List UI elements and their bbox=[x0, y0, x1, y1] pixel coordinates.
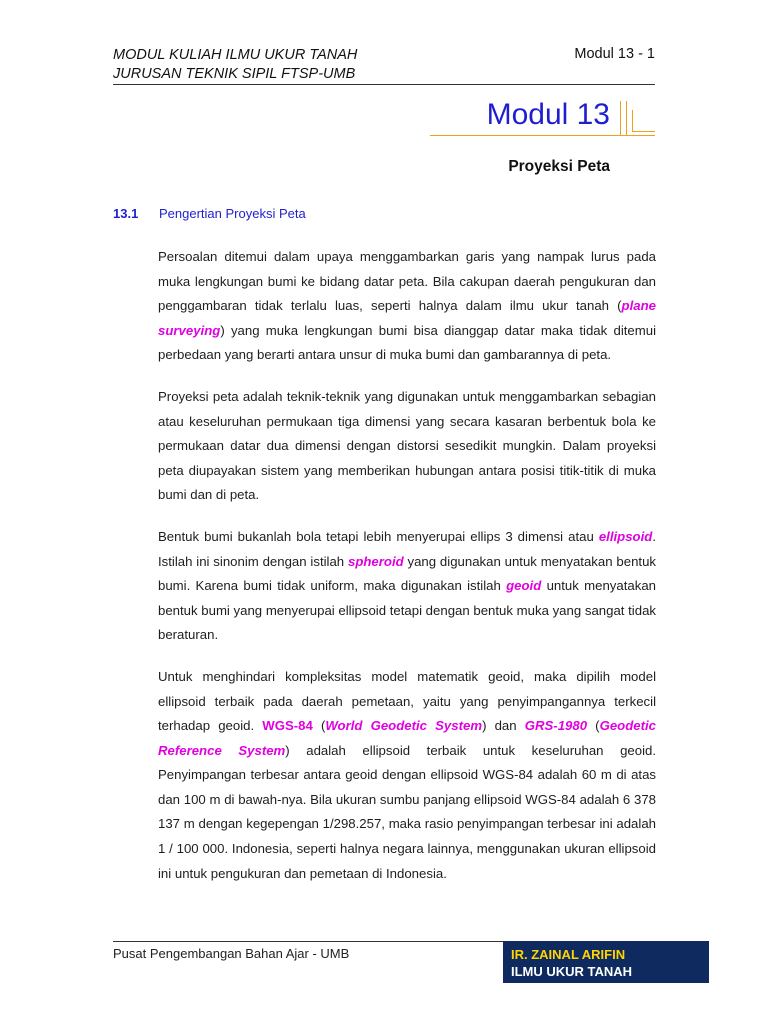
module-title: Modul 13 bbox=[486, 98, 610, 131]
paragraph: Proyeksi peta adalah teknik-teknik yang digunakan untuk menggambarkan sebagian atau keseluruhan permukaan tiga dimensi yang secara kasaran berbentuk bola ke permukaan datar dua dimensi dengan distorsi sesedikit mungkin. Dalam proyeksi peta diupayakan sistem yang memberikan hubungan antara posisi titik-titik di muka bumi dan di peta. bbox=[158, 388, 656, 503]
text-run: untuk menyatakan bentuk bumi yang menyerupai ellipsoid tetapi dengan bentuk muka yang sangat tidak beraturan. bbox=[158, 578, 656, 643]
header-divider bbox=[113, 84, 655, 85]
title-ornament-bar bbox=[626, 101, 627, 135]
title-ornament-corner bbox=[632, 110, 655, 132]
text-run: ) yang muka lengkungan bumi bisa dianggap datar maka tidak ditemui perbedaan yang berarti antara unsur di muka bumi dan gambarannya di peta. bbox=[158, 322, 656, 363]
term-wgs84: WGS-84 bbox=[262, 718, 313, 734]
term-ellipsoid: ellipsoid bbox=[598, 528, 653, 544]
text-run: ) adalah ellipsoid terbaik untuk keseluruhan geoid. Penyimpangan terbesar antara geoid dengan ellipsoid WGS-84 adalah 60 m di atas dan 100 m di bawah-nya. Bila ukuran sumbu panjang ellipsoid WGS-84 adalah 6 378 137 m dengan kegepengan 1/298.257, maka rasio penyimpangan terbesar ini adalah 1 / 100 000. Indonesia, seperti halnya negara lainnya, menggunakan ukuran ellipsoid ini untuk pengukuran dan pemetaan di Indonesia. bbox=[158, 742, 657, 881]
header-course-title: MODUL KULIAH ILMU UKUR TANAH bbox=[113, 47, 358, 63]
term-spheroid: spheroid bbox=[347, 553, 404, 569]
text-run: ( bbox=[587, 718, 600, 734]
header-page-label: Modul 13 - 1 bbox=[574, 46, 655, 62]
term-world-geodetic-system: World Geodetic System bbox=[325, 718, 483, 734]
section-heading bbox=[113, 206, 306, 221]
running-header bbox=[113, 46, 357, 84]
module-subtitle: Proyeksi Peta bbox=[508, 158, 610, 175]
section-number: 13.1 bbox=[113, 206, 139, 221]
footer-author-box bbox=[503, 941, 709, 983]
term-geoid: geoid bbox=[506, 578, 542, 594]
term-geodetic-reference-system: Geodetic Reference System bbox=[158, 718, 656, 758]
title-underline bbox=[430, 135, 655, 136]
section-title: Pengertian Proyeksi Peta bbox=[159, 206, 306, 221]
term-plane-surveying: plane surveying bbox=[158, 298, 656, 338]
text-run: ) dan bbox=[482, 718, 525, 734]
text-run: Untuk menghindari kompleksitas model matematik geoid, maka dipilih model ellipsoid terbaik pada daerah pemetaan, yaitu yang penyimpangannya terkecil terhadap geoid. bbox=[158, 668, 656, 734]
header-department: JURUSAN TEKNIK SIPIL FTSP-UMB bbox=[113, 66, 356, 82]
text-run: Bentuk bumi bukanlah bola tetapi lebih menyerupai ellips 3 dimensi atau bbox=[158, 528, 599, 544]
paragraph bbox=[158, 525, 656, 648]
footer-author: IR. ZAINAL ARIFIN bbox=[511, 947, 626, 962]
term-grs1980: GRS-1980 bbox=[524, 718, 588, 734]
body-text bbox=[158, 245, 656, 903]
footer-course: ILMU UKUR TANAH bbox=[511, 964, 633, 979]
title-ornament-bar bbox=[620, 101, 621, 135]
text-run: ( bbox=[312, 718, 326, 734]
text-run: Persoalan ditemui dalam upaya menggambarkan garis yang nampak lurus pada muka lengkungan bumi ke bidang datar peta. Bila cakupan daerah pengukuran dan penggambaran tidak terlalu luas, seperti halnya dalam ilmu ukur tanah ( bbox=[158, 249, 656, 314]
text-run: yang digunakan untuk menyatakan bentuk bumi. Karena bumi tidak uniform, maka digunakan istilah bbox=[158, 553, 656, 594]
paragraph bbox=[158, 245, 656, 368]
footer-publisher: Pusat Pengembangan Bahan Ajar - UMB bbox=[113, 946, 350, 961]
text-run: . Istilah ini sinonim dengan istilah bbox=[158, 528, 656, 569]
paragraph bbox=[158, 665, 656, 886]
